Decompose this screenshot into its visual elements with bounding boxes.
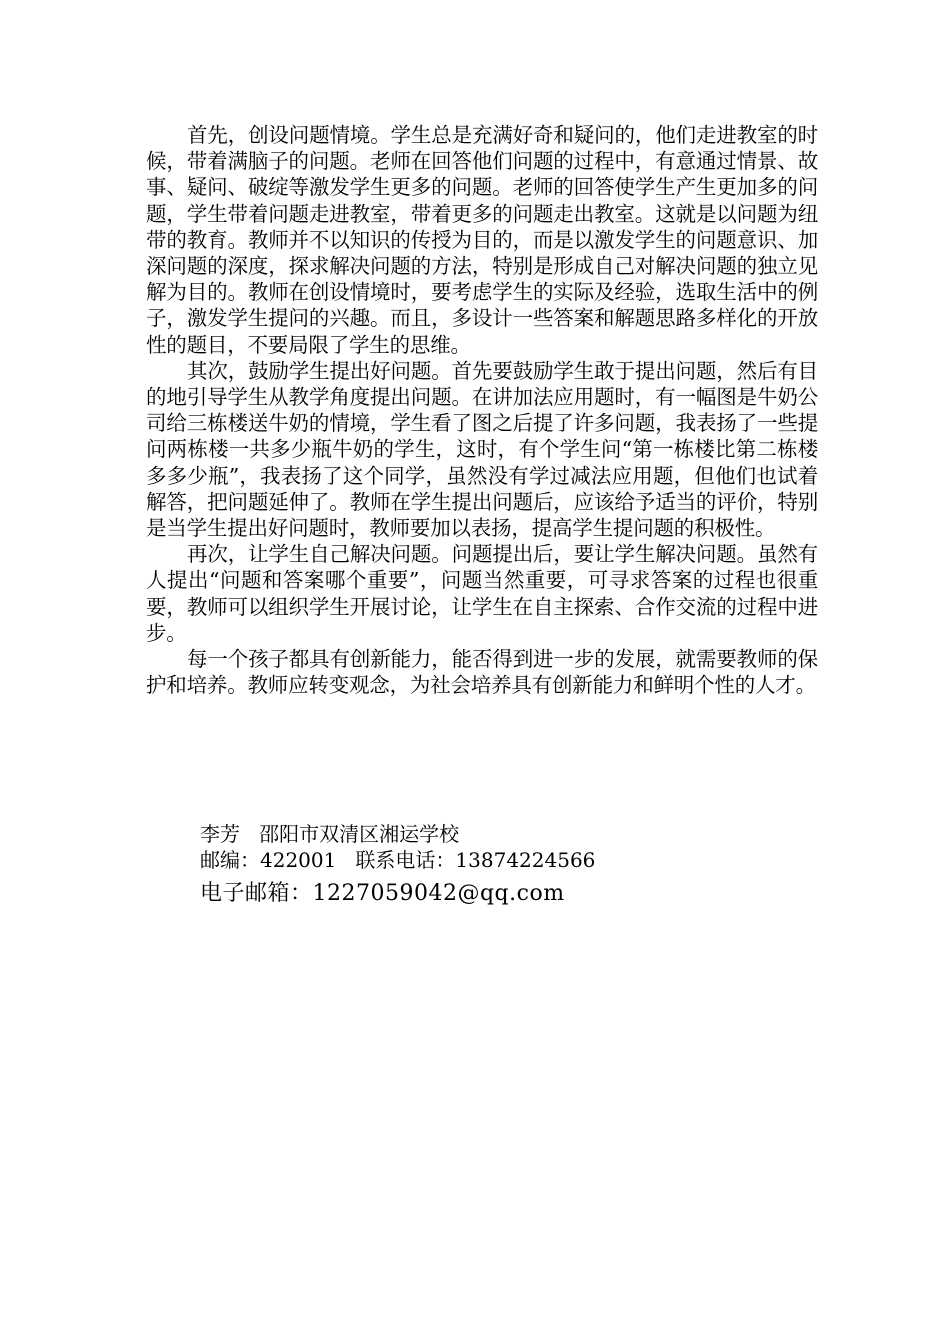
author-school-line: 李芳 邵阳市双清区湘运学校 bbox=[200, 822, 460, 846]
paragraph-4: 每一个孩子都具有创新能力，能否得到进一步的发展，就需要教师的保护和培养。教师应转变观念，为社会培养具有创新能力和鲜明个性的人才。 bbox=[146, 647, 818, 698]
paragraph-3: 再次，让学生自己解决问题。问题提出后，要让学生解决问题。虽然有人提出“问题和答案哪个重要”，问题当然重要，可寻求答案的过程也很重要，教师可以组织学生开展讨论，让学生在自主探索、合作交流的过程中进步。 bbox=[146, 542, 818, 645]
email-line: 电子邮箱：1227059042@qq.com bbox=[200, 881, 565, 906]
postcode-phone-line: 邮编：422001 联系电话：13874224566 bbox=[200, 848, 596, 872]
article-body bbox=[146, 122, 818, 698]
author-signature bbox=[200, 821, 820, 907]
paragraph-1: 首先，创设问题情境。学生总是充满好奇和疑问的，他们走进教室的时候，带着满脑子的问题。老师在回答他们问题的过程中，有意通过情景、故事、疑问、破绽等激发学生更多的问题。老师的回答使学生产生更加多的问题，学生带着问题走进教室，带着更多的问题走出教室。这就是以问题为纽带的教育。教师并不以知识的传授为目的，而是以激发学生的问题意识、加深问题的深度，探求解决问题的方法，特别是形成自己对解决问题的独立见解为目的。教师在创设情境时，要考虑学生的实际及经验，选取生活中的例子，激发学生提问的兴趣。而且，多设计一些答案和解题思路多样化的开放性的题目，不要局限了学生的思维。 bbox=[146, 123, 818, 357]
paragraph-2: 其次，鼓励学生提出好问题。首先要鼓励学生敢于提出问题，然后有目的地引导学生从教学角度提出问题。在讲加法应用题时，有一幅图是牛奶公司给三栋楼送牛奶的情境，学生看了图之后提了许多问题，我表扬了一些提问两栋楼一共多少瓶牛奶的学生，这时，有个学生问“第一栋楼比第二栋楼多多少瓶”，我表扬了这个同学，虽然没有学过减法应用题，但他们也试着解答，把问题延伸了。教师在学生提出问题后，应该给予适当的评价，特别是当学生提出好问题时，教师要加以表扬，提高学生提问题的积极性。 bbox=[146, 358, 818, 541]
